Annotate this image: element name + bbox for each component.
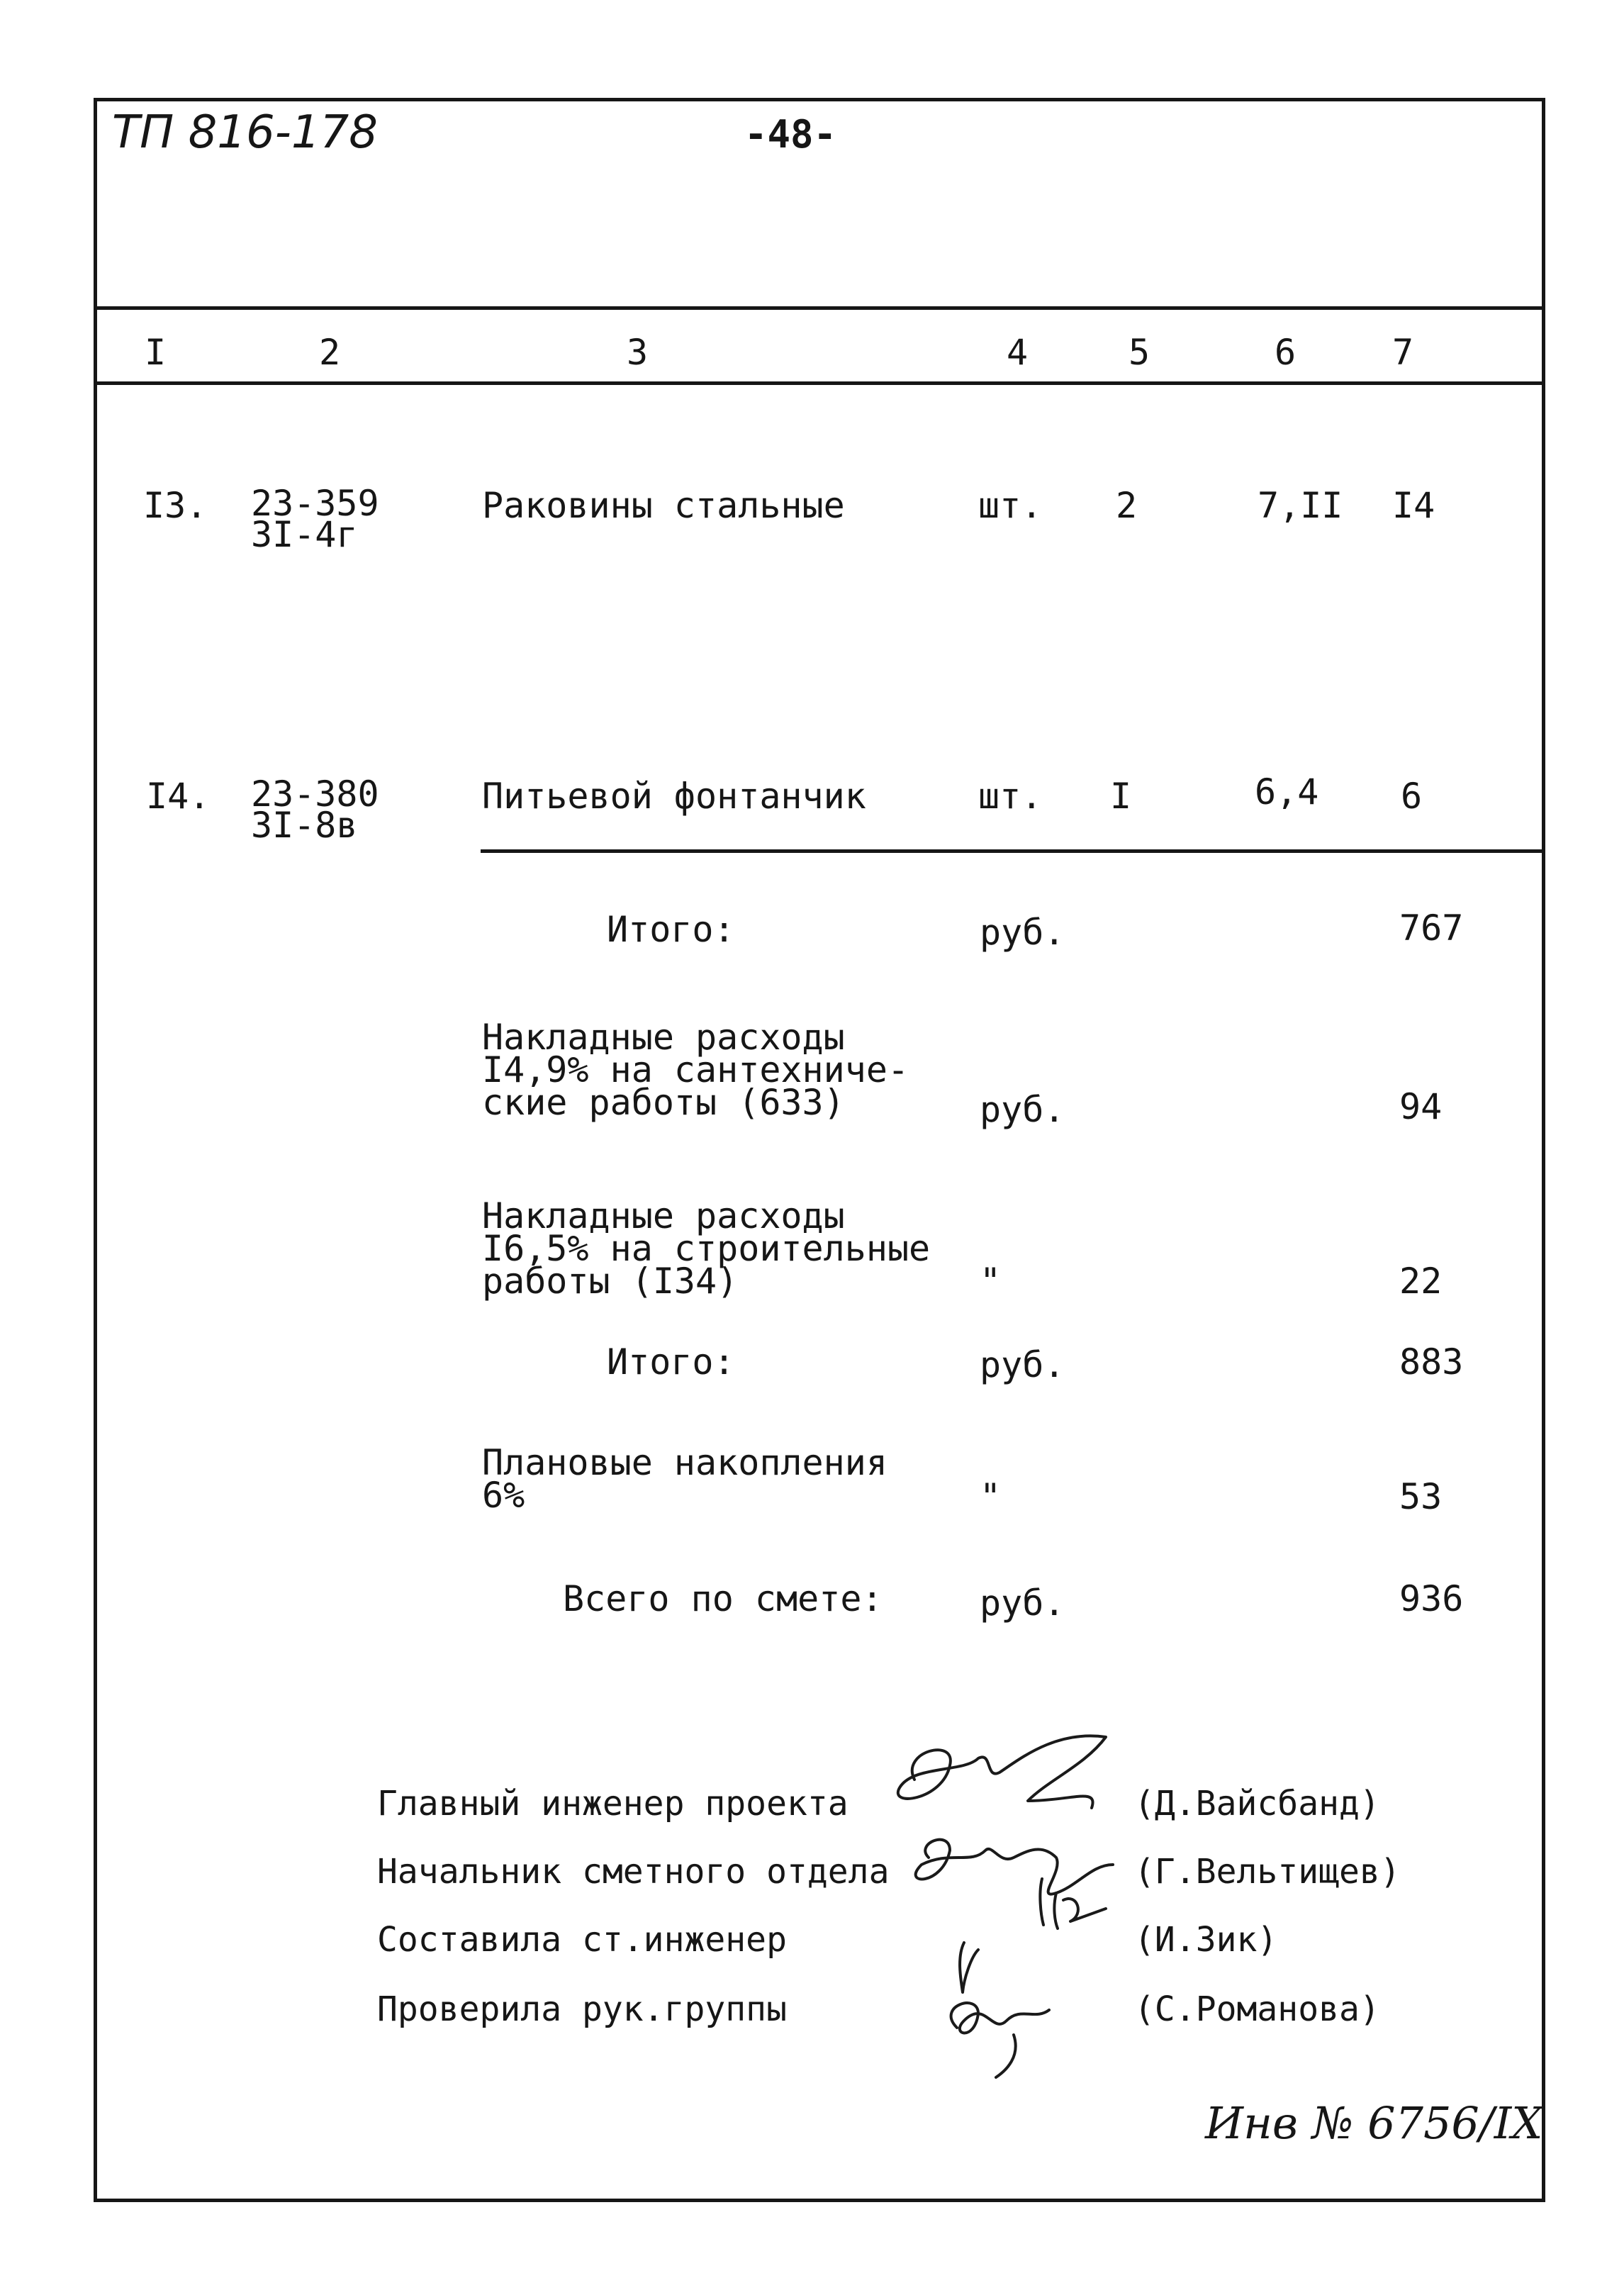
column-header-4: 4 — [1007, 332, 1029, 373]
total-label: Итого: — [607, 1341, 735, 1383]
column-header-3: 3 — [627, 332, 649, 373]
subtotal-label: Итого: — [607, 909, 735, 950]
price-code-line-2: 3I-8в — [251, 805, 358, 846]
document-code: ТП 816-178 — [112, 106, 378, 159]
row-number: I3. — [143, 485, 208, 526]
grand-total-unit: руб. — [980, 1582, 1065, 1624]
overhead-construction-line-1: Накладные расходы — [482, 1195, 845, 1236]
item-unit-price: 6,4 — [1255, 771, 1319, 813]
column-header-2: 2 — [319, 332, 341, 373]
overhead-plumbing-line-3: ские работы (633) — [482, 1082, 845, 1123]
overhead-plumbing-value: 94 — [1399, 1086, 1443, 1127]
item-total: 6 — [1401, 776, 1423, 817]
overhead-construction-line-2: I6,5% на строительные — [482, 1228, 931, 1269]
page-number: -48- — [744, 112, 837, 157]
grand-total-label: Всего по смете: — [563, 1578, 883, 1619]
price-code-line-2: 3I-4г — [251, 514, 358, 555]
row-number: I4. — [146, 776, 211, 817]
overhead-plumbing-unit: руб. — [980, 1089, 1065, 1130]
column-header-divider — [94, 381, 1545, 385]
signature-name-checker: (С.Романова) — [1134, 1989, 1380, 2029]
planned-savings-line-2: 6% — [482, 1475, 525, 1516]
handwritten-signatures — [872, 1723, 1141, 2092]
overhead-plumbing-line-1: Накладные расходы — [482, 1017, 845, 1058]
signature-role-estimate-head: Начальник сметного отдела — [377, 1852, 890, 1892]
signature-name-chief-engineer: (Д.Вайсбанд) — [1134, 1784, 1380, 1824]
overhead-construction-value: 22 — [1399, 1261, 1443, 1302]
total-value: 883 — [1399, 1341, 1464, 1383]
header-divider — [94, 306, 1545, 310]
overhead-plumbing-line-2: I4,9% на сантехниче- — [482, 1049, 909, 1090]
signature-name-compiler: (И.Зик) — [1134, 1920, 1278, 1960]
signature-name-estimate-head: (Г.Вельтищев) — [1134, 1852, 1401, 1892]
planned-savings-unit: " — [980, 1476, 1002, 1517]
overhead-construction-unit: " — [980, 1261, 1002, 1302]
price-code-line-1: 23-380 — [251, 774, 379, 815]
total-unit: руб. — [980, 1344, 1065, 1385]
column-header-1: I — [145, 332, 167, 373]
signature-role-checker: Проверила рук.группы — [377, 1989, 787, 2029]
planned-savings-line-1: Плановые накопления — [482, 1442, 887, 1483]
column-header-5: 5 — [1129, 332, 1150, 373]
subtotal-unit: руб. — [980, 912, 1065, 953]
grand-total-value: 936 — [1399, 1578, 1464, 1619]
item-unit: шт. — [978, 485, 1043, 526]
subtotal-value: 767 — [1399, 908, 1464, 949]
item-total: I4 — [1392, 485, 1435, 526]
planned-savings-value: 53 — [1399, 1476, 1443, 1517]
item-unit: шт. — [978, 776, 1043, 817]
column-header-6: 6 — [1275, 332, 1297, 373]
signature-role-chief-engineer: Главный инженер проекта — [377, 1784, 849, 1824]
subtotal-divider — [481, 849, 1545, 853]
overhead-construction-line-3: работы (I34) — [482, 1261, 739, 1302]
item-unit-price: 7,II — [1258, 485, 1343, 526]
item-name: Питьевой фонтанчик — [482, 776, 866, 817]
column-header-7: 7 — [1392, 332, 1414, 373]
inventory-number: Инв № 6756/IX — [1205, 2097, 1543, 2149]
price-code-line-1: 23-359 — [251, 483, 379, 524]
signature-role-compiler: Составила ст.инженер — [377, 1920, 787, 1960]
item-name: Раковины стальные — [482, 485, 845, 526]
item-quantity: I — [1110, 776, 1132, 817]
item-quantity: 2 — [1116, 485, 1138, 526]
